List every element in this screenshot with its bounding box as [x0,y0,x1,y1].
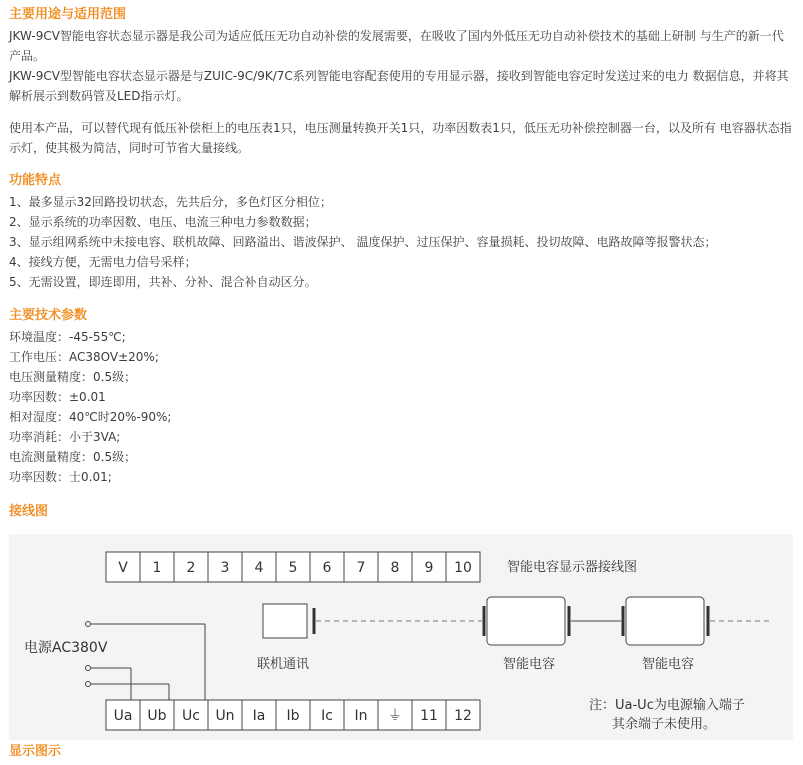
top-terminal-label: 2 [186,560,196,576]
feature-item: 1、最多显示32回路投切状态，先共后分，多色灯区分相位； [9,195,332,209]
spec-item: 功率因数：±0.01 [9,390,106,404]
wiring-diagram-svg [9,534,793,740]
power-terminal-dot [86,682,91,687]
bottom-terminal-label: Ic [321,708,333,724]
top-terminal-label: 9 [424,560,434,576]
feature-item: 2、显示系统的功率因数、电压、电流三种电力参数数据； [9,215,317,229]
top-terminal-strip [106,552,480,582]
section-title-display: 显示图示 [9,744,62,759]
feature-item: 4、接线方便，无需电力信号采样； [9,255,197,269]
bottom-terminal-label: In [354,708,368,724]
power-terminal-dot [86,666,91,671]
spec-item: 相对湿度：40℃时20%-90%; [9,410,172,424]
section-title-features: 功能特点 [9,173,62,188]
usage-para3-line1: 使用本产品，可以替代现有低压补偿柜上的电压表1只，电压测量转换开关1只，功率因数表1只，低压无功补偿控制器一台，以及所有 电容器状态指 [9,121,792,135]
section-title-wiring: 接线图 [9,504,49,519]
spec-item: 环境温度：-45-55℃; [9,330,126,344]
capacitor-1 [487,597,565,645]
usage-para2-line2: 解析展示到数码管及LED指示灯。 [9,89,189,103]
power-label: 电源AC380V [24,640,108,656]
bottom-terminal-label: 11 [420,708,438,724]
top-terminal-label: 4 [254,560,264,576]
bottom-terminal-label: 12 [454,708,472,724]
diagram-note-line1: 注：Ua-Uc为电源输入端子 [589,698,745,713]
top-terminal-label: 5 [288,560,298,576]
capacitor-1-label: 智能电容 [503,657,556,672]
feature-item: 3、显示组网系统中未接电容、联机故障、回路溢出、谐波保护、 温度保护、过压保护、容量损耗、投切故障、电路故障等报警状态； [9,235,717,249]
bottom-terminal-label: Ia [252,708,266,724]
bottom-terminal-label: ⏚ [388,708,402,724]
comm-module [263,604,307,638]
top-terminal-label: 7 [356,560,366,576]
usage-para3-line2: 示灯，使其极为简洁，同时可节省大量接线。 [9,141,250,155]
comm-label: 联机通讯 [257,657,310,672]
feature-item: 5、无需设置，即连即用，共补、分补、混合补自动区分。 [9,275,317,289]
top-terminal-label: 6 [322,560,332,576]
bottom-terminal-label: Ub [147,708,167,724]
diagram-note-line2: 其余端子未使用。 [612,717,717,732]
spec-item: 功率因数：士0.01; [9,470,112,484]
top-terminal-label: V [118,560,128,576]
usage-para2-line1: JKW-9CV型智能电容状态显示器是与ZUIC-9C/9K/7C系列智能电容配套使用的专用显示器，接收到智能电容定时发送过来的电力 数据信息，并将其 [9,69,789,83]
bottom-terminal-strip [106,700,480,730]
usage-para1-line1: JKW-9CV智能电容状态显示器是我公司为适应低压无功自动补偿的发展需要，在吸收了国内外低压无功自动补偿技术的基础上研制 与生产的新一代 [9,29,784,43]
top-terminal-label: 10 [454,560,472,576]
spec-item: 电压测量精度：0.5级； [9,370,137,384]
usage-para1-line2: 产品。 [9,49,46,63]
spec-item: 功率消耗：小于3VA; [9,430,121,444]
bottom-terminal-label: Ua [113,708,133,724]
top-terminal-label: 3 [220,560,230,576]
bottom-terminal-label: Uc [182,708,200,724]
capacitor-2-label: 智能电容 [642,657,695,672]
wiring-diagram [9,534,793,740]
section-title-specs: 主要技术参数 [9,308,88,323]
diagram-title: 智能电容显示器接线图 [507,560,638,575]
section-title-usage: 主要用途与适用范围 [9,7,127,22]
top-terminal-label: 8 [390,560,400,576]
spec-item: 工作电压：AC38OV±20%; [9,350,159,364]
top-terminal-label: 1 [152,560,162,576]
capacitor-2 [626,597,704,645]
bottom-terminal-label: Ib [286,708,300,724]
bottom-terminal-label: Un [215,708,235,724]
power-terminal-dot [86,622,91,627]
spec-item: 电流测量精度：0.5级； [9,450,137,464]
